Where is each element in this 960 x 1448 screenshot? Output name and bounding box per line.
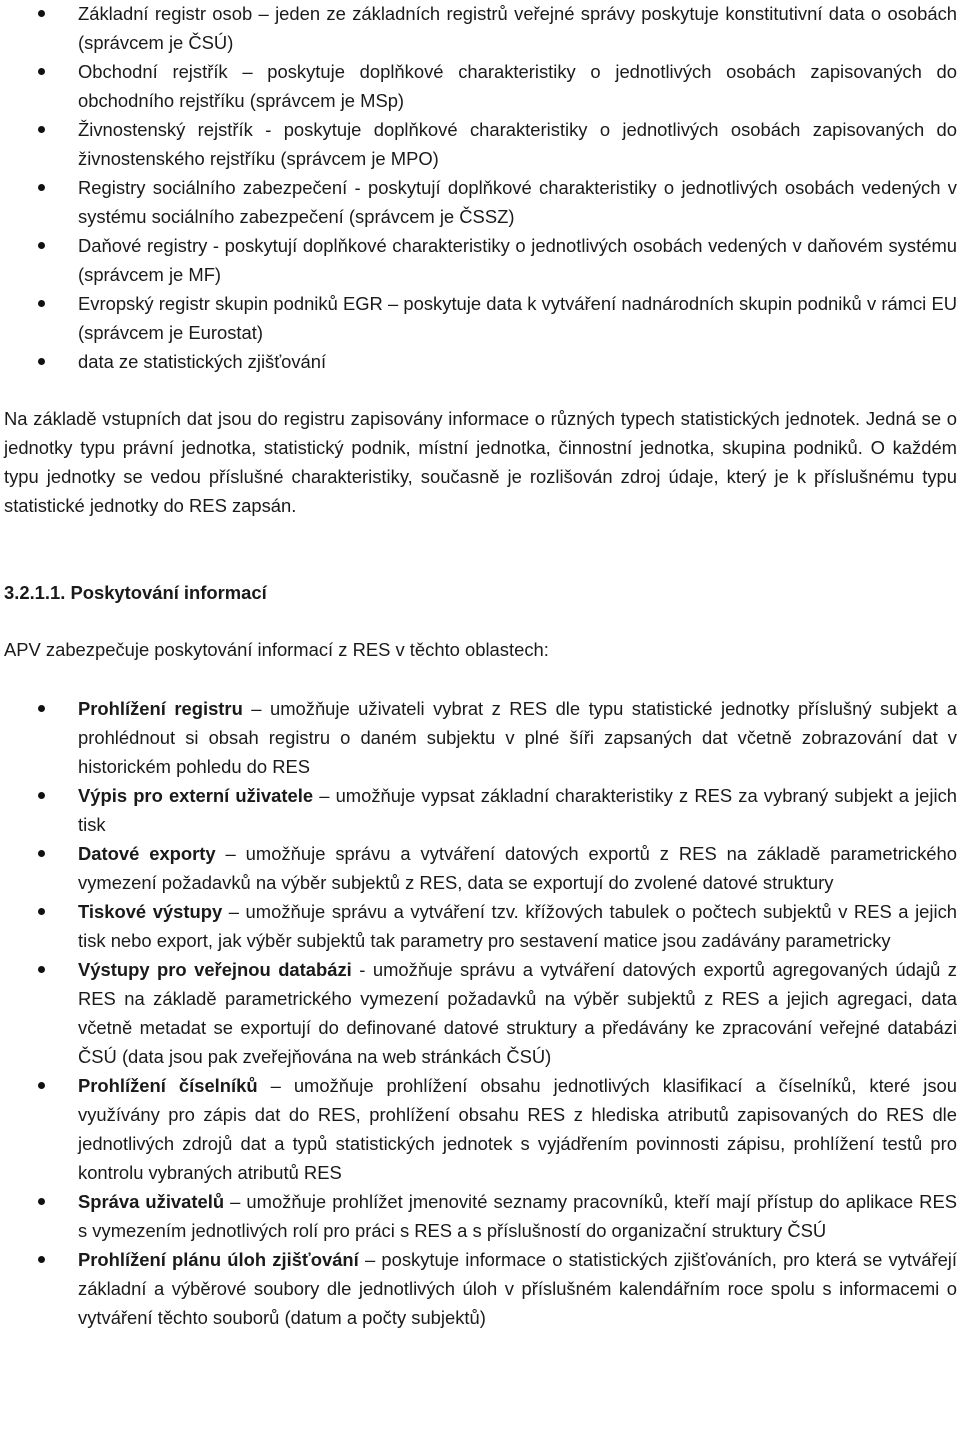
list-item <box>4 1187 957 1245</box>
list-item <box>4 289 957 347</box>
list-item-text: Registry sociálního zabezpečení - poskytují doplňkové charakteristiky o jednotlivých osobách vedených v systému sociálního zabezpečení (správcem je ČSSZ) <box>78 177 957 227</box>
list-item <box>4 0 957 57</box>
list-item-text: – umožňuje správu a vytváření tzv. křížových tabulek o počtech subjektů v RES a jejich tisk nebo export, jak výběr subjektů tak parametry pro sestavení matice jsou zadávány parametricky <box>78 901 957 951</box>
body-paragraph: Na základě vstupních dat jsou do registru zapisovány informace o různých typech statistických jednotek. Jedná se o jednotky typu právní jednotka, statistický podnik, místní jednotka, činnostní jednotka, skupina podniků. O každém typu jednotky se vedou příslušné charakteristiky, současně je rozlišován zdroj údaje, který je k příslušnému typu statistické jednotky do RES zapsán. <box>4 408 957 516</box>
list-item-text: Daňové registry - poskytují doplňkové charakteristiky o jednotlivých osobách vedených v daňovém systému (správcem je MF) <box>78 235 957 285</box>
bullet-icon <box>38 300 45 307</box>
list-item <box>4 347 957 376</box>
intro-paragraph: APV zabezpečuje poskytování informací z RES v těchto oblastech: <box>4 639 549 660</box>
list-item-term: Správa uživatelů <box>78 1191 225 1212</box>
list-item-term: Prohlížení plánu úloh zjišťování <box>78 1249 359 1270</box>
bullet-icon <box>38 184 45 191</box>
list-item <box>4 897 957 955</box>
list-item-term: Datové exporty <box>78 843 216 864</box>
list-item-text: – umožňuje prohlížet jmenovité seznamy pracovníků, kteří mají přístup do aplikace RES s vymezením jednotlivých rolí pro práci s RES a s příslušností do organizační struktury ČSÚ <box>78 1191 957 1241</box>
bullet-icon <box>38 126 45 133</box>
list-item <box>4 694 957 781</box>
bullet-icon <box>38 792 45 799</box>
list-item <box>4 173 957 231</box>
bullet-icon <box>38 1256 45 1263</box>
list-item-text: Obchodní rejstřík – poskytuje doplňkové charakteristiky o jednotlivých osobách zapisovaných do obchodního rejstříku (správcem je MSp) <box>78 61 957 111</box>
list-item <box>4 231 957 289</box>
list-item-text: – umožňuje prohlížení obsahu jednotlivých klasifikací a číselníků, které jsou využívány pro zápis dat do RES, prohlížení obsahu RES z hlediska atributů zapisovaných do RES dle jednotlivých zdrojů dat a typů statistických jednotek s vyjádřením povinnosti zápisu, prohlížení testů pro kontrolu vybraných atributů RES <box>78 1075 957 1183</box>
bullet-icon <box>38 1082 45 1089</box>
bullet-icon <box>38 10 45 17</box>
list-item <box>4 781 957 839</box>
section-heading: 3.2.1.1. Poskytování informací <box>4 582 267 603</box>
list-item <box>4 1245 957 1332</box>
list-item-term: Prohlížení registru <box>78 698 243 719</box>
list-item-text: - umožňuje správu a vytváření datových exportů agregovaných údajů z RES na základě parametrického vymezení požadavků na výběr subjektů z RES a jejich agregaci, data včetně metadat se exportují do definované datové struktury a předávány ke zpracování veřejné databázi ČSÚ (data jsou pak zveřejňována na web stránkách ČSÚ) <box>78 959 957 1067</box>
list-item-text: Evropský registr skupin podniků EGR – poskytuje data k vytváření nadnárodních skupin podniků v rámci EU (správcem je Eurostat) <box>78 293 957 343</box>
list-item-term: Prohlížení číselníků <box>78 1075 258 1096</box>
list-item-text: – umožňuje uživateli vybrat z RES dle typu statistické jednotky příslušný subjekt a prohlédnout si obsah registru o daném subjektu v plné šíři zapsaných dat včetně zobrazování dat v historickém pohledu do RES <box>78 698 957 777</box>
bullet-icon <box>38 908 45 915</box>
list-item-text: Živnostenský rejstřík - poskytuje doplňkové charakteristiky o jednotlivých osobách zapisovaných do živnostenského rejstříku (správcem je MPO) <box>78 119 957 169</box>
bullet-icon <box>38 705 45 712</box>
list-item <box>4 57 957 115</box>
list-item-term: Tiskové výstupy <box>78 901 223 922</box>
list-item <box>4 955 957 1071</box>
list-item <box>4 839 957 897</box>
bullet-icon <box>38 68 45 75</box>
list-item-text: – umožňuje vypsat základní charakteristiky z RES za vybraný subjekt a jejich tisk <box>78 785 957 835</box>
bullet-icon <box>38 242 45 249</box>
bullet-icon <box>38 966 45 973</box>
information-areas-list <box>4 694 957 1332</box>
bullet-icon <box>38 1198 45 1205</box>
data-sources-list <box>4 0 957 376</box>
list-item-text: – umožňuje správu a vytváření datových exportů z RES na základě parametrického vymezení požadavků na výběr subjektů z RES, data se exportují do zvolené datové struktury <box>78 843 957 893</box>
list-item <box>4 115 957 173</box>
bullet-icon <box>38 358 45 365</box>
list-item-text: data ze statistických zjišťování <box>78 351 327 372</box>
list-item-text: – poskytuje informace o statistických zjišťováních, pro která se vytvářejí základní a výběrové soubory dle jednotlivých úloh v příslušném kalendářním roce spolu s informacemi o vytváření těchto souborů (datum a počty subjektů) <box>78 1249 957 1328</box>
list-item-term: Výstupy pro veřejnou databázi <box>78 959 352 980</box>
bullet-icon <box>38 850 45 857</box>
list-item-term: Výpis pro externí uživatele <box>78 785 314 806</box>
list-item-text: Základní registr osob – jeden ze základních registrů veřejné správy poskytuje konstitutivní data o osobách (správcem je ČSÚ) <box>78 3 957 53</box>
list-item <box>4 1071 957 1187</box>
